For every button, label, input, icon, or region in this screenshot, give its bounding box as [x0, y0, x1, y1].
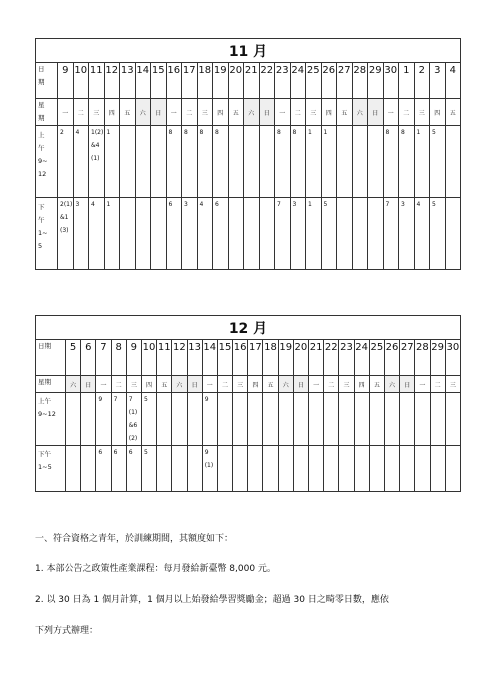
date-cell: 9: [58, 63, 74, 99]
morning-cell: [233, 393, 248, 446]
morning-cell: 8: [399, 126, 415, 198]
weekday-cell: 二: [324, 376, 339, 393]
paragraph-item-2: 2. 以 30 日為 1 個月計算，1 個月以上始發給學習獎勵金；超過 30 日之畸零日數，應依: [35, 595, 389, 605]
date-cell: 27: [337, 63, 353, 99]
date-cell: 15: [151, 63, 167, 99]
paragraph-continuation: 下列方式辦理：: [35, 626, 99, 636]
row-label-date: 日期: [36, 340, 66, 376]
afternoon-cell: [400, 446, 415, 492]
date-cell: 5: [66, 340, 81, 376]
date-cell: 13: [187, 340, 202, 376]
weekday-cell: 一: [96, 376, 111, 393]
weekday-cell: 一: [383, 99, 399, 126]
morning-cell: 8: [182, 126, 198, 198]
afternoon-cell: [430, 446, 445, 492]
date-cell: 10: [73, 63, 89, 99]
weekday-cell: 四: [321, 99, 337, 126]
paragraph-item-1: 1. 本部公告之政策性產業課程：每月發給新臺幣 8,000 元。: [35, 564, 276, 574]
date-cell: 22: [259, 63, 275, 99]
afternoon-cell: 6: [96, 446, 111, 492]
afternoon-cell: [228, 198, 244, 270]
morning-cell: [384, 393, 399, 446]
afternoon-cell: [81, 446, 96, 492]
date-cell: 10: [141, 340, 156, 376]
weekday-cell: 二: [430, 376, 445, 393]
morning-cell: 8: [166, 126, 182, 198]
morning-cell: [415, 393, 430, 446]
date-cell: 23: [275, 63, 291, 99]
weekday-cell: 一: [202, 376, 217, 393]
weekday-cell: 三: [89, 99, 105, 126]
morning-cell: 9: [202, 393, 217, 446]
morning-cell: [430, 393, 445, 446]
morning-cell: [66, 393, 81, 446]
section-heading: 一、符合資格之青年，於訓練期間，其額度如下：: [35, 534, 234, 544]
weekday-cell: 日: [400, 376, 415, 393]
morning-cell: [228, 126, 244, 198]
row-label-morning: 上 午 9~ 12: [36, 126, 58, 198]
morning-cell: 2: [58, 126, 74, 198]
morning-cell: [368, 126, 384, 198]
weekday-cell: 二: [111, 376, 126, 393]
weekday-cell: 四: [354, 376, 369, 393]
weekday-cell: 一: [58, 99, 74, 126]
date-cell: 19: [213, 63, 229, 99]
weekday-cell: 二: [217, 376, 232, 393]
weekday-cell: 五: [120, 99, 136, 126]
afternoon-cell: 5: [141, 446, 156, 492]
morning-cell: 1: [306, 126, 322, 198]
afternoon-cell: 6: [111, 446, 126, 492]
date-cell: 21: [309, 340, 324, 376]
weekday-cell: 二: [399, 99, 415, 126]
morning-cell: 5: [141, 393, 156, 446]
afternoon-cell: [248, 446, 263, 492]
morning-cell: [369, 393, 384, 446]
weekday-cell: 六: [66, 376, 81, 393]
morning-cell: [263, 393, 278, 446]
date-cell: 25: [369, 340, 384, 376]
weekday-cell: 日: [151, 99, 167, 126]
afternoon-cell: [293, 446, 308, 492]
date-cell: 12: [172, 340, 187, 376]
afternoon-cell: 7: [275, 198, 291, 270]
date-cell: 18: [263, 340, 278, 376]
afternoon-cell: [278, 446, 293, 492]
afternoon-cell: [233, 446, 248, 492]
date-cell: 11: [89, 63, 105, 99]
weekday-cell: 日: [368, 99, 384, 126]
date-cell: 17: [248, 340, 263, 376]
morning-cell: 1: [104, 126, 120, 198]
afternoon-cell: [337, 198, 353, 270]
morning-cell: [187, 393, 202, 446]
morning-cell: 8: [275, 126, 291, 198]
date-cell: 11: [157, 340, 172, 376]
afternoon-cell: [354, 446, 369, 492]
afternoon-cell: [157, 446, 172, 492]
weekday-cell: 一: [309, 376, 324, 393]
morning-cell: [248, 393, 263, 446]
weekday-cell: 三: [339, 376, 354, 393]
date-cell: 18: [197, 63, 213, 99]
weekday-cell: 六: [352, 99, 368, 126]
weekday-cell: 二: [73, 99, 89, 126]
afternoon-cell: 2(1)&1(3): [58, 198, 74, 270]
weekday-cell: 六: [244, 99, 260, 126]
weekday-cell: 一: [166, 99, 182, 126]
date-cell: 27: [400, 340, 415, 376]
morning-cell: 7(1)&6(2): [126, 393, 141, 446]
date-cell: 26: [384, 340, 399, 376]
morning-cell: [244, 126, 260, 198]
date-cell: 17: [182, 63, 198, 99]
weekday-cell: 五: [157, 376, 172, 393]
weekday-cell: 六: [135, 99, 151, 126]
morning-cell: [352, 126, 368, 198]
afternoon-cell: 6: [166, 198, 182, 270]
morning-cell: 8: [383, 126, 399, 198]
date-cell: 30: [445, 340, 460, 376]
afternoon-cell: [415, 446, 430, 492]
morning-cell: [278, 393, 293, 446]
afternoon-cell: 7: [383, 198, 399, 270]
row-label-morning: 上午 9~12: [36, 393, 66, 446]
morning-cell: [172, 393, 187, 446]
afternoon-cell: [368, 198, 384, 270]
date-cell: 29: [368, 63, 384, 99]
morning-cell: 8: [213, 126, 229, 198]
date-cell: 28: [352, 63, 368, 99]
morning-cell: [400, 393, 415, 446]
date-cell: 20: [293, 340, 308, 376]
weekday-cell: 日: [259, 99, 275, 126]
morning-cell: 1(2)&4(1): [89, 126, 105, 198]
afternoon-cell: [445, 446, 460, 492]
afternoon-cell: [172, 446, 187, 492]
morning-cell: [337, 126, 353, 198]
weekday-cell: 四: [104, 99, 120, 126]
weekday-cell: 一: [415, 376, 430, 393]
morning-cell: 8: [197, 126, 213, 198]
afternoon-cell: [384, 446, 399, 492]
row-label-weekday: 星期: [36, 376, 66, 393]
morning-cell: 4: [73, 126, 89, 198]
morning-cell: 1: [414, 126, 430, 198]
afternoon-cell: [187, 446, 202, 492]
weekday-cell: 五: [337, 99, 353, 126]
morning-cell: 1: [321, 126, 337, 198]
afternoon-cell: 4: [414, 198, 430, 270]
date-cell: 26: [321, 63, 337, 99]
date-cell: 2: [414, 63, 430, 99]
morning-cell: [293, 393, 308, 446]
morning-cell: [445, 126, 461, 198]
afternoon-cell: 3: [399, 198, 415, 270]
morning-cell: [339, 393, 354, 446]
date-cell: 7: [96, 340, 111, 376]
weekday-cell: 三: [126, 376, 141, 393]
afternoon-cell: [259, 198, 275, 270]
date-cell: 16: [233, 340, 248, 376]
weekday-cell: 二: [290, 99, 306, 126]
weekday-cell: 六: [278, 376, 293, 393]
morning-cell: [324, 393, 339, 446]
date-cell: 20: [228, 63, 244, 99]
date-cell: 24: [290, 63, 306, 99]
afternoon-cell: [339, 446, 354, 492]
afternoon-cell: [445, 198, 461, 270]
date-cell: 14: [135, 63, 151, 99]
morning-cell: [354, 393, 369, 446]
morning-cell: [259, 126, 275, 198]
morning-cell: [309, 393, 324, 446]
afternoon-cell: 4: [89, 198, 105, 270]
date-cell: 1: [399, 63, 415, 99]
afternoon-cell: 3: [182, 198, 198, 270]
afternoon-cell: [324, 446, 339, 492]
row-label-date: 日 期: [36, 63, 58, 99]
afternoon-cell: [135, 198, 151, 270]
afternoon-cell: 3: [290, 198, 306, 270]
afternoon-cell: [217, 446, 232, 492]
afternoon-cell: [352, 198, 368, 270]
weekday-cell: 二: [182, 99, 198, 126]
afternoon-cell: 6: [126, 446, 141, 492]
date-cell: 29: [430, 340, 445, 376]
weekday-cell: 一: [275, 99, 291, 126]
morning-cell: [217, 393, 232, 446]
afternoon-cell: 3: [73, 198, 89, 270]
weekday-cell: 三: [306, 99, 322, 126]
date-cell: 28: [415, 340, 430, 376]
weekday-cell: 五: [263, 376, 278, 393]
date-cell: 25: [306, 63, 322, 99]
date-cell: 23: [339, 340, 354, 376]
date-cell: 19: [278, 340, 293, 376]
afternoon-cell: [66, 446, 81, 492]
december-schedule-table: [35, 315, 461, 492]
afternoon-cell: 5: [321, 198, 337, 270]
afternoon-cell: [244, 198, 260, 270]
morning-cell: [445, 393, 460, 446]
date-cell: 22: [324, 340, 339, 376]
weekday-cell: 日: [293, 376, 308, 393]
row-label-weekday: 星 期: [36, 99, 58, 126]
afternoon-cell: [369, 446, 384, 492]
afternoon-cell: 1: [306, 198, 322, 270]
weekday-cell: 五: [445, 99, 461, 126]
weekday-cell: 五: [369, 376, 384, 393]
afternoon-cell: 6: [213, 198, 229, 270]
date-cell: 30: [383, 63, 399, 99]
weekday-cell: 日: [187, 376, 202, 393]
afternoon-cell: [120, 198, 136, 270]
morning-cell: 7: [111, 393, 126, 446]
date-cell: 6: [81, 340, 96, 376]
weekday-cell: 三: [414, 99, 430, 126]
date-cell: 4: [445, 63, 461, 99]
date-cell: 16: [166, 63, 182, 99]
weekday-cell: 三: [445, 376, 460, 393]
morning-cell: [151, 126, 167, 198]
date-cell: 15: [217, 340, 232, 376]
afternoon-cell: 1: [104, 198, 120, 270]
date-cell: 13: [120, 63, 136, 99]
date-cell: 3: [430, 63, 446, 99]
date-cell: 12: [104, 63, 120, 99]
afternoon-cell: [151, 198, 167, 270]
afternoon-cell: 4: [197, 198, 213, 270]
weekday-cell: 六: [384, 376, 399, 393]
afternoon-cell: [309, 446, 324, 492]
morning-cell: 8: [290, 126, 306, 198]
morning-cell: [120, 126, 136, 198]
morning-cell: 9: [96, 393, 111, 446]
row-label-afternoon: 下 午 1~ 5: [36, 198, 58, 270]
weekday-cell: 五: [228, 99, 244, 126]
afternoon-cell: 5: [430, 198, 446, 270]
date-cell: 24: [354, 340, 369, 376]
morning-cell: [135, 126, 151, 198]
date-cell: 9: [126, 340, 141, 376]
november-schedule-table: [35, 38, 461, 270]
morning-cell: [81, 393, 96, 446]
morning-cell: 5: [430, 126, 446, 198]
weekday-cell: 四: [213, 99, 229, 126]
afternoon-cell: 9(1): [202, 446, 217, 492]
date-cell: 21: [244, 63, 260, 99]
table-title: 12 月: [36, 316, 461, 340]
weekday-cell: 三: [233, 376, 248, 393]
row-label-afternoon: 下午 1~5: [36, 446, 66, 492]
weekday-cell: 六: [172, 376, 187, 393]
weekday-cell: 日: [81, 376, 96, 393]
morning-cell: [157, 393, 172, 446]
weekday-cell: 三: [197, 99, 213, 126]
table-title: 11 月: [36, 39, 461, 63]
weekday-cell: 四: [248, 376, 263, 393]
weekday-cell: 四: [141, 376, 156, 393]
date-cell: 8: [111, 340, 126, 376]
date-cell: 14: [202, 340, 217, 376]
afternoon-cell: [263, 446, 278, 492]
weekday-cell: 四: [430, 99, 446, 126]
